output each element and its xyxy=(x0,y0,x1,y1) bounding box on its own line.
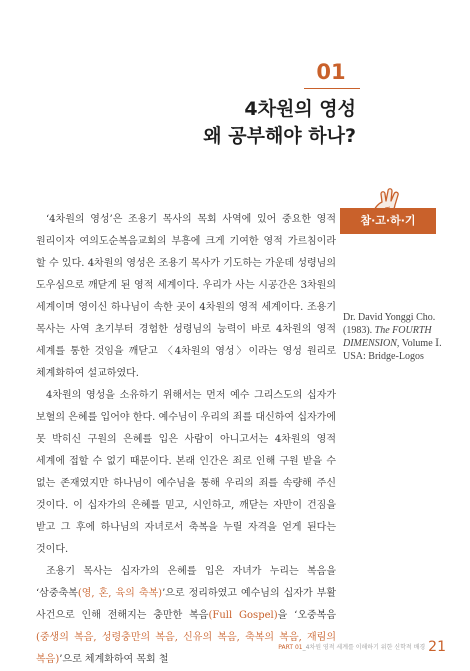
reference-book-title: The FOURTH DIMENSION, xyxy=(343,325,432,349)
fivefold-gospel-gloss: (중생의 복음, 성령충만의 복음, 신유의 복음, 축복의 복음, 재림의 복음) xyxy=(36,632,336,665)
reference-year: (1983). xyxy=(343,325,375,336)
reference-label: 참·고·하·기 xyxy=(340,208,436,234)
chapter-title-line-1: 4차원의 영성 xyxy=(244,98,356,120)
chapter-title-line-2: 왜 공부해야 하나? xyxy=(203,125,356,147)
page-number: 21 xyxy=(428,638,446,655)
reference-volume: Volume Ⅰ. xyxy=(399,338,442,349)
chapter-number: 01 xyxy=(316,60,346,84)
footer-label: _4차원 영적 세계를 이해하기 위한 신학적 배경 xyxy=(302,644,426,651)
paragraph-3-part-e: 을 ‘오중복음 xyxy=(277,610,336,621)
paragraph-3-part-a: 조용기 목사는 십자가의 은혜를 입은 자녀가 누리는 복음을 ‘삼중축복 xyxy=(36,566,336,599)
footer-part: PART 01 xyxy=(278,644,303,651)
body-text xyxy=(36,209,336,671)
full-gospel-gloss: (Full Gospel) xyxy=(208,610,278,621)
chapter-title xyxy=(203,96,356,150)
reference-author: Dr. David Yonggi Cho. xyxy=(343,312,436,323)
chapter-divider xyxy=(304,88,360,89)
running-footer xyxy=(278,644,425,651)
paragraph-1: ‘4차원의 영성’은 조용기 목사의 목회 사역에 있어 중요한 영적 원리이자 여의도순복음교회의 부흥에 크게 기여한 영적 가르침이라 할 수 있다. 4차원의 영성은 조용기 목사가 기도하는 가운데 성령님의 도우심으로 깨닫게 된 영적 세계이다. 우리가 사는 시공간은 3차원의 세계이며 영이신 하나님이 속한 곳이 4차원의 영적 세계이다. 조용기 목사는 사역 초기부터 경험한 성령님의 능력이 바로 4차원의 영적 세계를 통한 것임을 깨닫고 〈4차원의 영성〉이라는 영성 원리로 체계화하여 설교하였다. xyxy=(36,214,336,379)
paragraph-3-part-g: ’으로 체계화하여 목회 철 xyxy=(59,654,169,665)
page-footer xyxy=(278,636,446,655)
triple-blessing-gloss: (영, 혼, 육의 축복) xyxy=(77,588,163,599)
reference-title-line xyxy=(343,324,453,350)
reference-publisher: USA: Bridge-Logos xyxy=(343,351,424,362)
reference-note xyxy=(343,311,453,363)
paragraph-3-part-c: ’으로 정리하였고 예수님의 십자가 부활 사건으로 인해 전해지는 충만한 복음 xyxy=(36,588,336,621)
paragraph-2: 4차원의 영성을 소유하기 위해서는 먼저 예수 그리스도의 십자가 보혈의 은혜를 입어야 한다. 예수님이 우리의 죄를 대신하여 십자가에 못 박히신 구원의 은혜를 입은 사람이 아니고서는 4차원의 영적 세계에 접할 수 없기 때문이다. 본래 인간은 죄로 인해 구원 받을 수 없는 존재였지만 하나님이 예수님을 통해 우리의 죄를 속량해 주신 것이다. 이 십자가의 은혜를 믿고, 시인하고, 깨닫는 자만이 건짐을 받고 그 후에 하나님의 자녀로서 축복을 누릴 자격을 얻게 된다는 것이다. xyxy=(36,390,336,555)
